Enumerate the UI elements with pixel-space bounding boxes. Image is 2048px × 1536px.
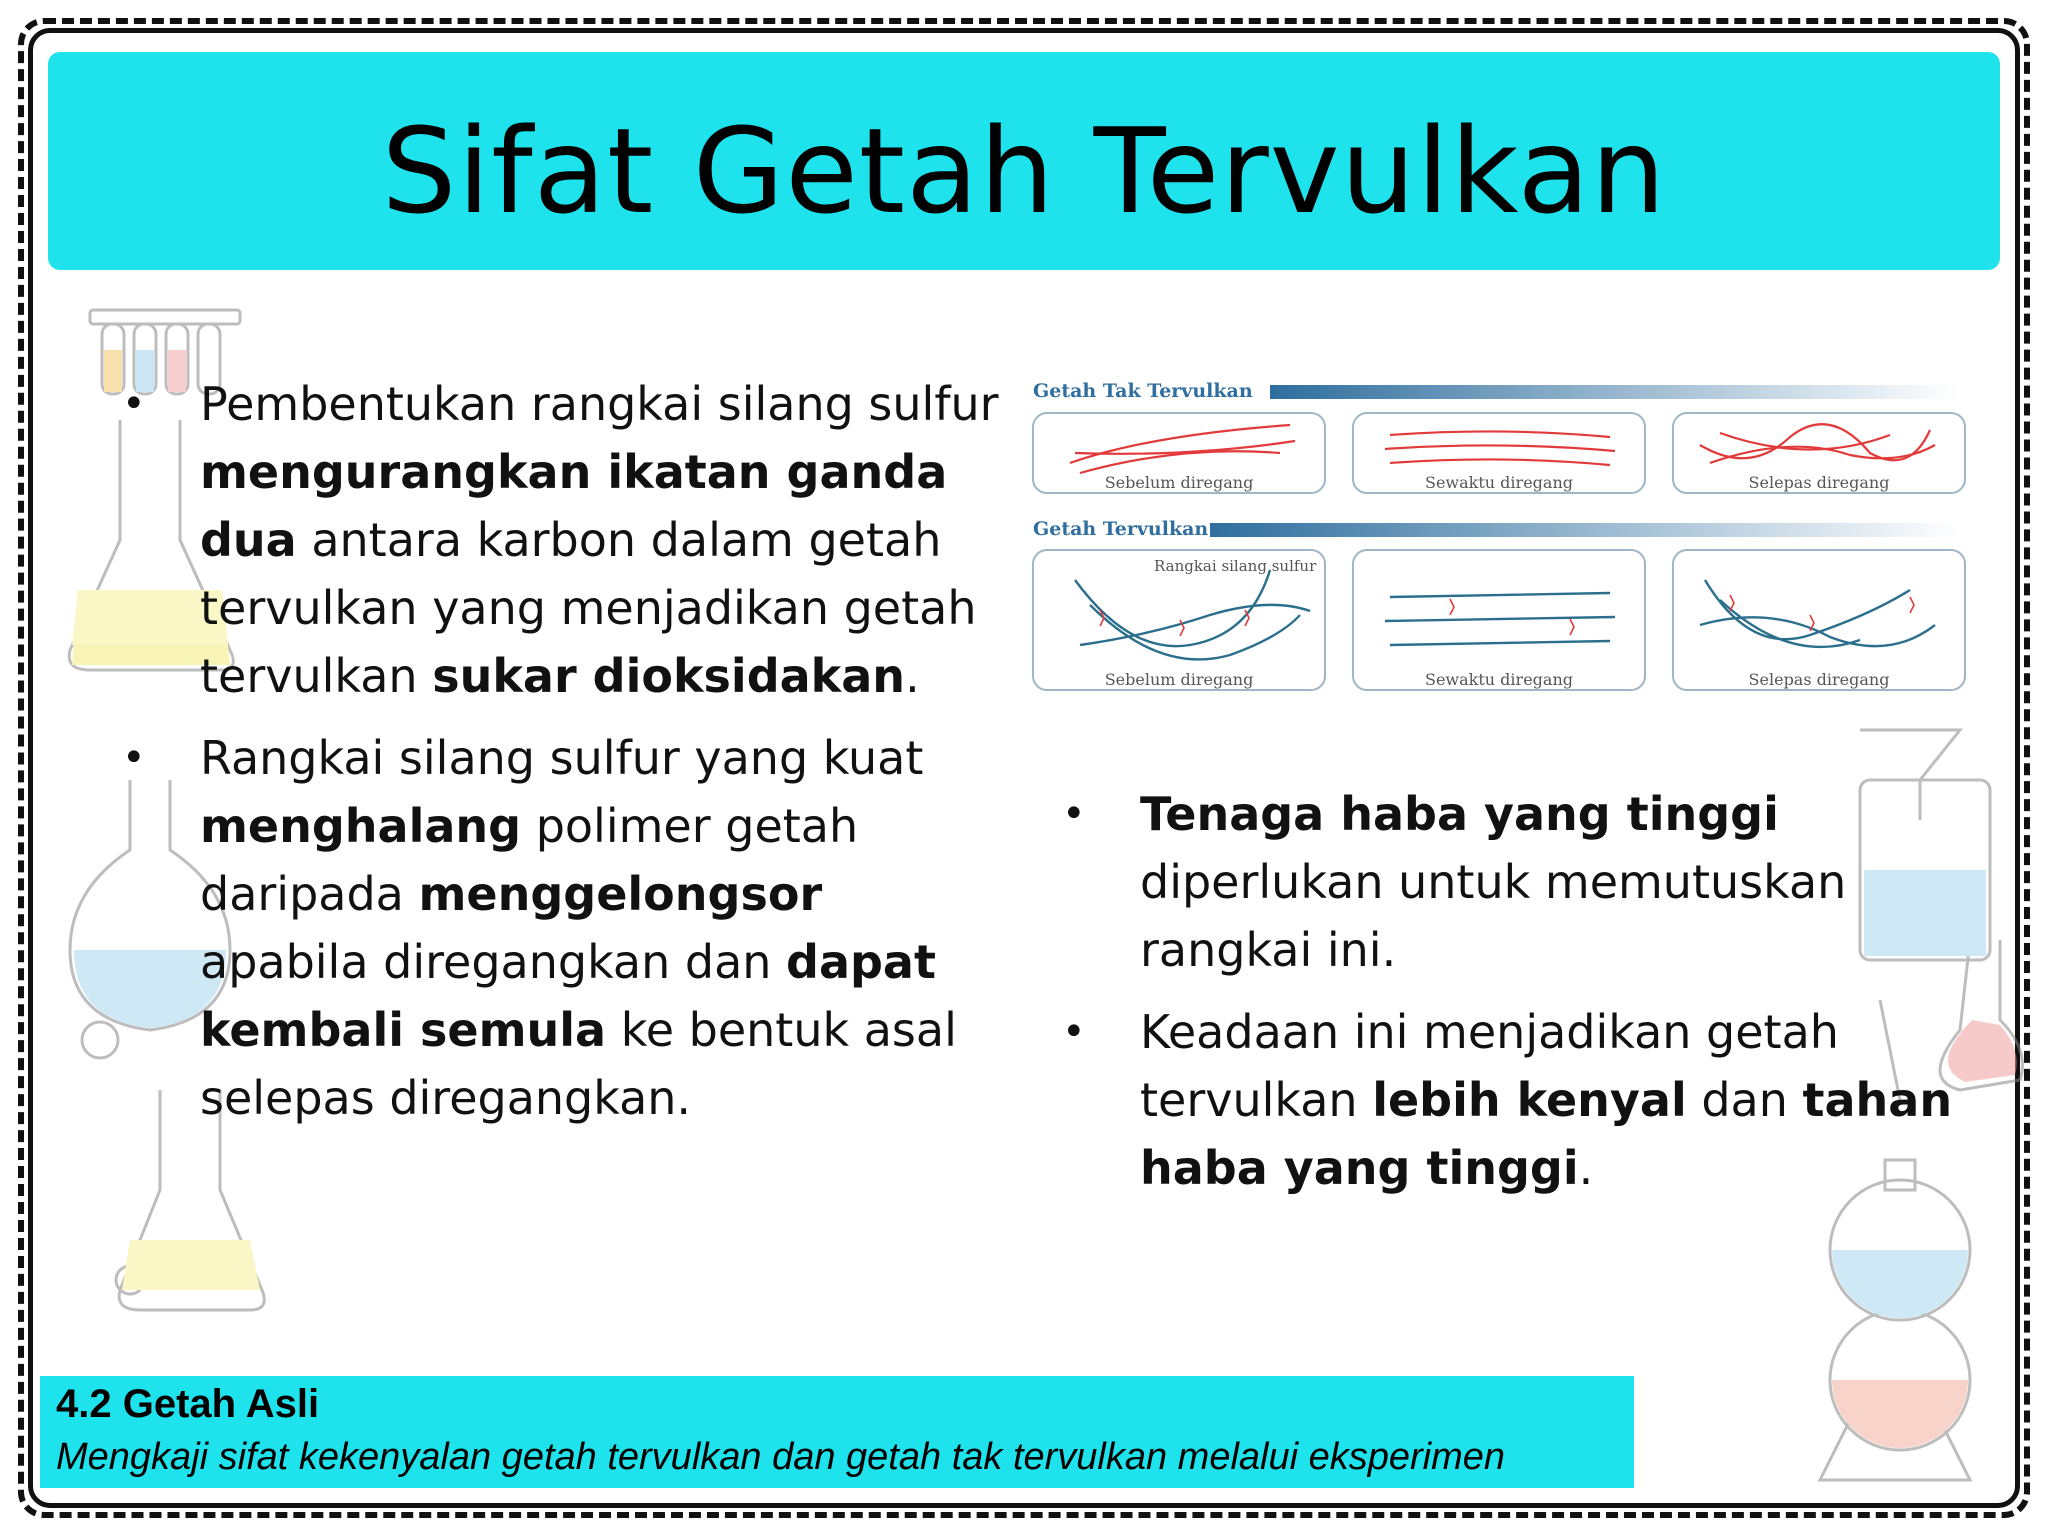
cured-during-caption: Sewaktu diregang <box>1425 670 1573 689</box>
bold-text-segment: Tenaga haba yang tinggi <box>1140 787 1779 841</box>
bullet-dot-icon: • <box>1062 1009 1086 1055</box>
right-bullet-list <box>1062 780 1962 1216</box>
text-segment: dan <box>1686 1073 1803 1127</box>
bold-text-segment: mengurangkan ikatan ganda dua <box>200 445 948 567</box>
text-segment: . <box>905 649 920 703</box>
bold-text-segment: tahan haba yang tinggi <box>1140 1073 1953 1195</box>
bullet-dot-icon: • <box>122 381 146 427</box>
uncured-after-caption: Selepas diregang <box>1748 473 1890 492</box>
uncured-before-caption: Sebelum diregang <box>1104 473 1254 492</box>
bullet-dot-icon: • <box>1062 791 1086 837</box>
cured-after-caption: Selepas diregang <box>1748 670 1890 689</box>
left-bullet-list <box>122 370 1002 1146</box>
vulcanization-diagram <box>1030 375 1970 695</box>
text-segment: diperlukan untuk memutuskan rangkai ini. <box>1140 855 1847 977</box>
text-segment: Keadaan ini menjadikan getah tervulkan <box>1140 1005 1839 1127</box>
left-bullet-item <box>122 370 1002 710</box>
footer-title: 4.2 Getah Asli <box>56 1382 320 1426</box>
text-segment: polimer getah daripada <box>200 799 859 921</box>
text-segment: Pembentukan rangkai silang sulfur <box>200 377 999 431</box>
bold-text-segment: sukar dioksidakan <box>432 649 906 703</box>
row2-band <box>1210 523 1960 537</box>
footer-subtitle: Mengkaji sifat kekenyalan getah tervulkan dan getah tak tervulkan melalui eksperimen <box>56 1436 1506 1478</box>
text-segment: antara karbon dalam getah tervulkan yang menjadikan getah tervulkan <box>200 513 977 703</box>
bold-text-segment: menggelongsor <box>418 867 823 921</box>
row1-band <box>1270 385 1960 399</box>
title-bar <box>48 52 2000 270</box>
left-bullet-item <box>122 724 1002 1132</box>
row2-label: Getah Tervulkan <box>1033 518 1209 540</box>
uncured-during-caption: Sewaktu diregang <box>1425 473 1573 492</box>
row1-label: Getah Tak Tervulkan <box>1033 380 1253 402</box>
text-segment: . <box>1578 1141 1594 1195</box>
text-segment: Rangkai silang sulfur yang kuat <box>200 731 924 785</box>
right-bullet-item <box>1062 998 1962 1202</box>
text-segment: ke bentuk asal selepas diregangkan. <box>200 1003 957 1125</box>
bold-text-segment: lebih kenyal <box>1372 1073 1687 1127</box>
crosslink-label: Rangkai silang sulfur <box>1154 557 1317 575</box>
bullet-dot-icon: • <box>122 735 146 781</box>
page-title: Sifat Getah Tervulkan <box>381 102 1667 240</box>
text-segment: apabila diregangkan dan <box>200 935 787 989</box>
bold-text-segment: menghalang <box>200 799 522 853</box>
bold-text-segment: dapat kembali semula <box>200 935 936 1057</box>
right-bullet-item <box>1062 780 1962 984</box>
cured-before-caption: Sebelum diregang <box>1104 670 1254 689</box>
